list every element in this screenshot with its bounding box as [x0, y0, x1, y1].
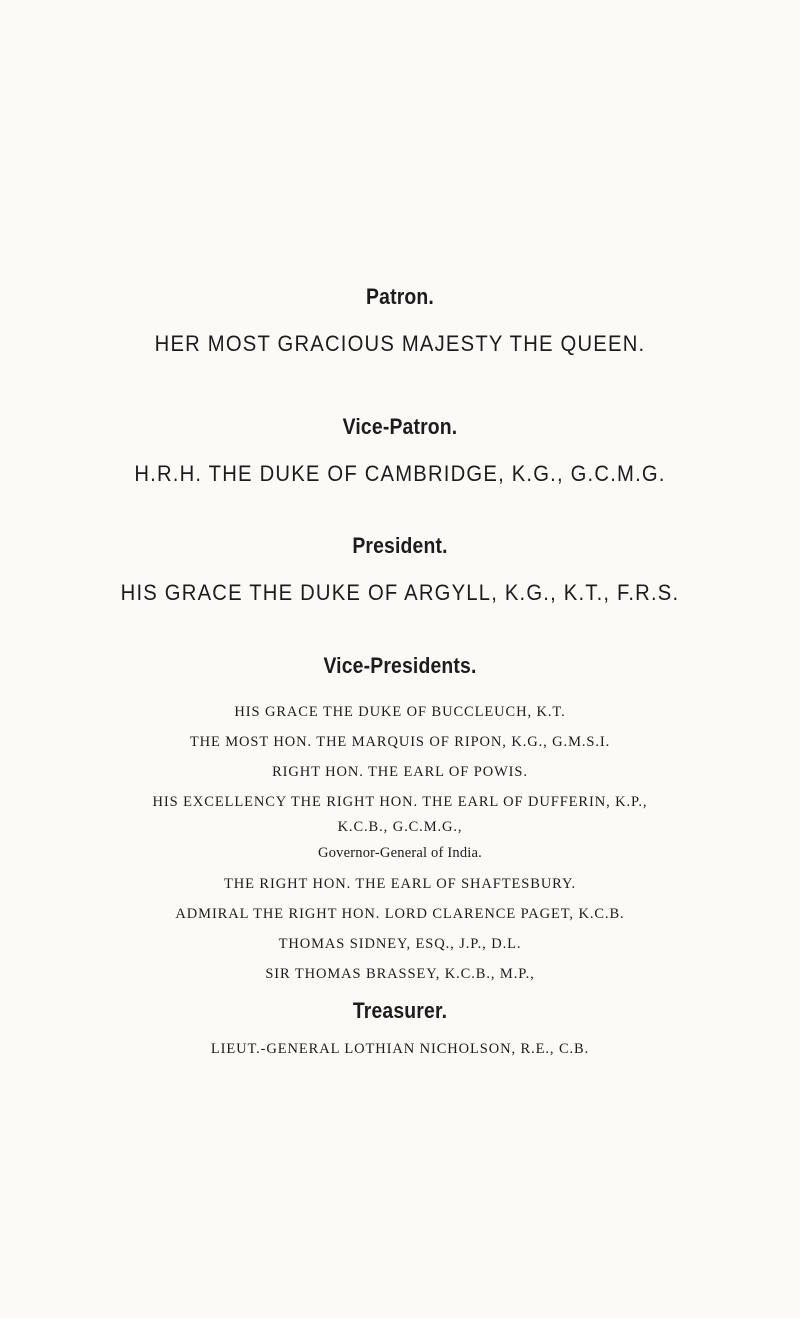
vice-president-line: HIS EXCELLENCY THE RIGHT HON. THE EARL OF DUFFERIN, K.P., — [152, 794, 648, 810]
treasurer-name: LIEUT.-GENERAL LOTHIAN NICHOLSON, R.E., C.B. — [210, 1041, 590, 1057]
vice-president-line: ADMIRAL THE RIGHT HON. LORD CLARENCE PAGET, K.C.B. — [175, 906, 625, 922]
president-heading: President. — [352, 533, 448, 558]
vice-president-line: HIS GRACE THE DUKE OF BUCCLEUCH, K.T. — [234, 704, 566, 720]
vice-presidents-heading: Vice-Presidents. — [323, 653, 477, 678]
vice-president-note: Governor-General of India. — [318, 845, 482, 861]
vice-patron-name: H.R.H. THE DUKE OF CAMBRIDGE, K.G., G.C.M.G. — [134, 461, 666, 486]
vice-president-line: THE MOST HON. THE MARQUIS OF RIPON, K.G., G.M.S.I. — [189, 734, 611, 750]
treasurer-heading: Treasurer. — [352, 998, 448, 1023]
patron-name: HER MOST GRACIOUS MAJESTY THE QUEEN. — [154, 331, 646, 356]
vice-president-line: SIR THOMAS BRASSEY, K.C.B., M.P., — [265, 966, 535, 982]
vice-patron-heading: Vice-Patron. — [342, 414, 458, 439]
president-name: HIS GRACE THE DUKE OF ARGYLL, K.G., K.T., F.R.S. — [120, 580, 680, 605]
patron-heading: Patron. — [366, 284, 434, 309]
vice-president-line: THE RIGHT HON. THE EARL OF SHAFTESBURY. — [224, 876, 576, 892]
vice-president-line: K.C.B., G.C.M.G., — [337, 819, 463, 835]
vice-president-line: RIGHT HON. THE EARL OF POWIS. — [272, 764, 528, 780]
vice-president-line: THOMAS SIDNEY, ESQ., J.P., D.L. — [278, 936, 522, 952]
